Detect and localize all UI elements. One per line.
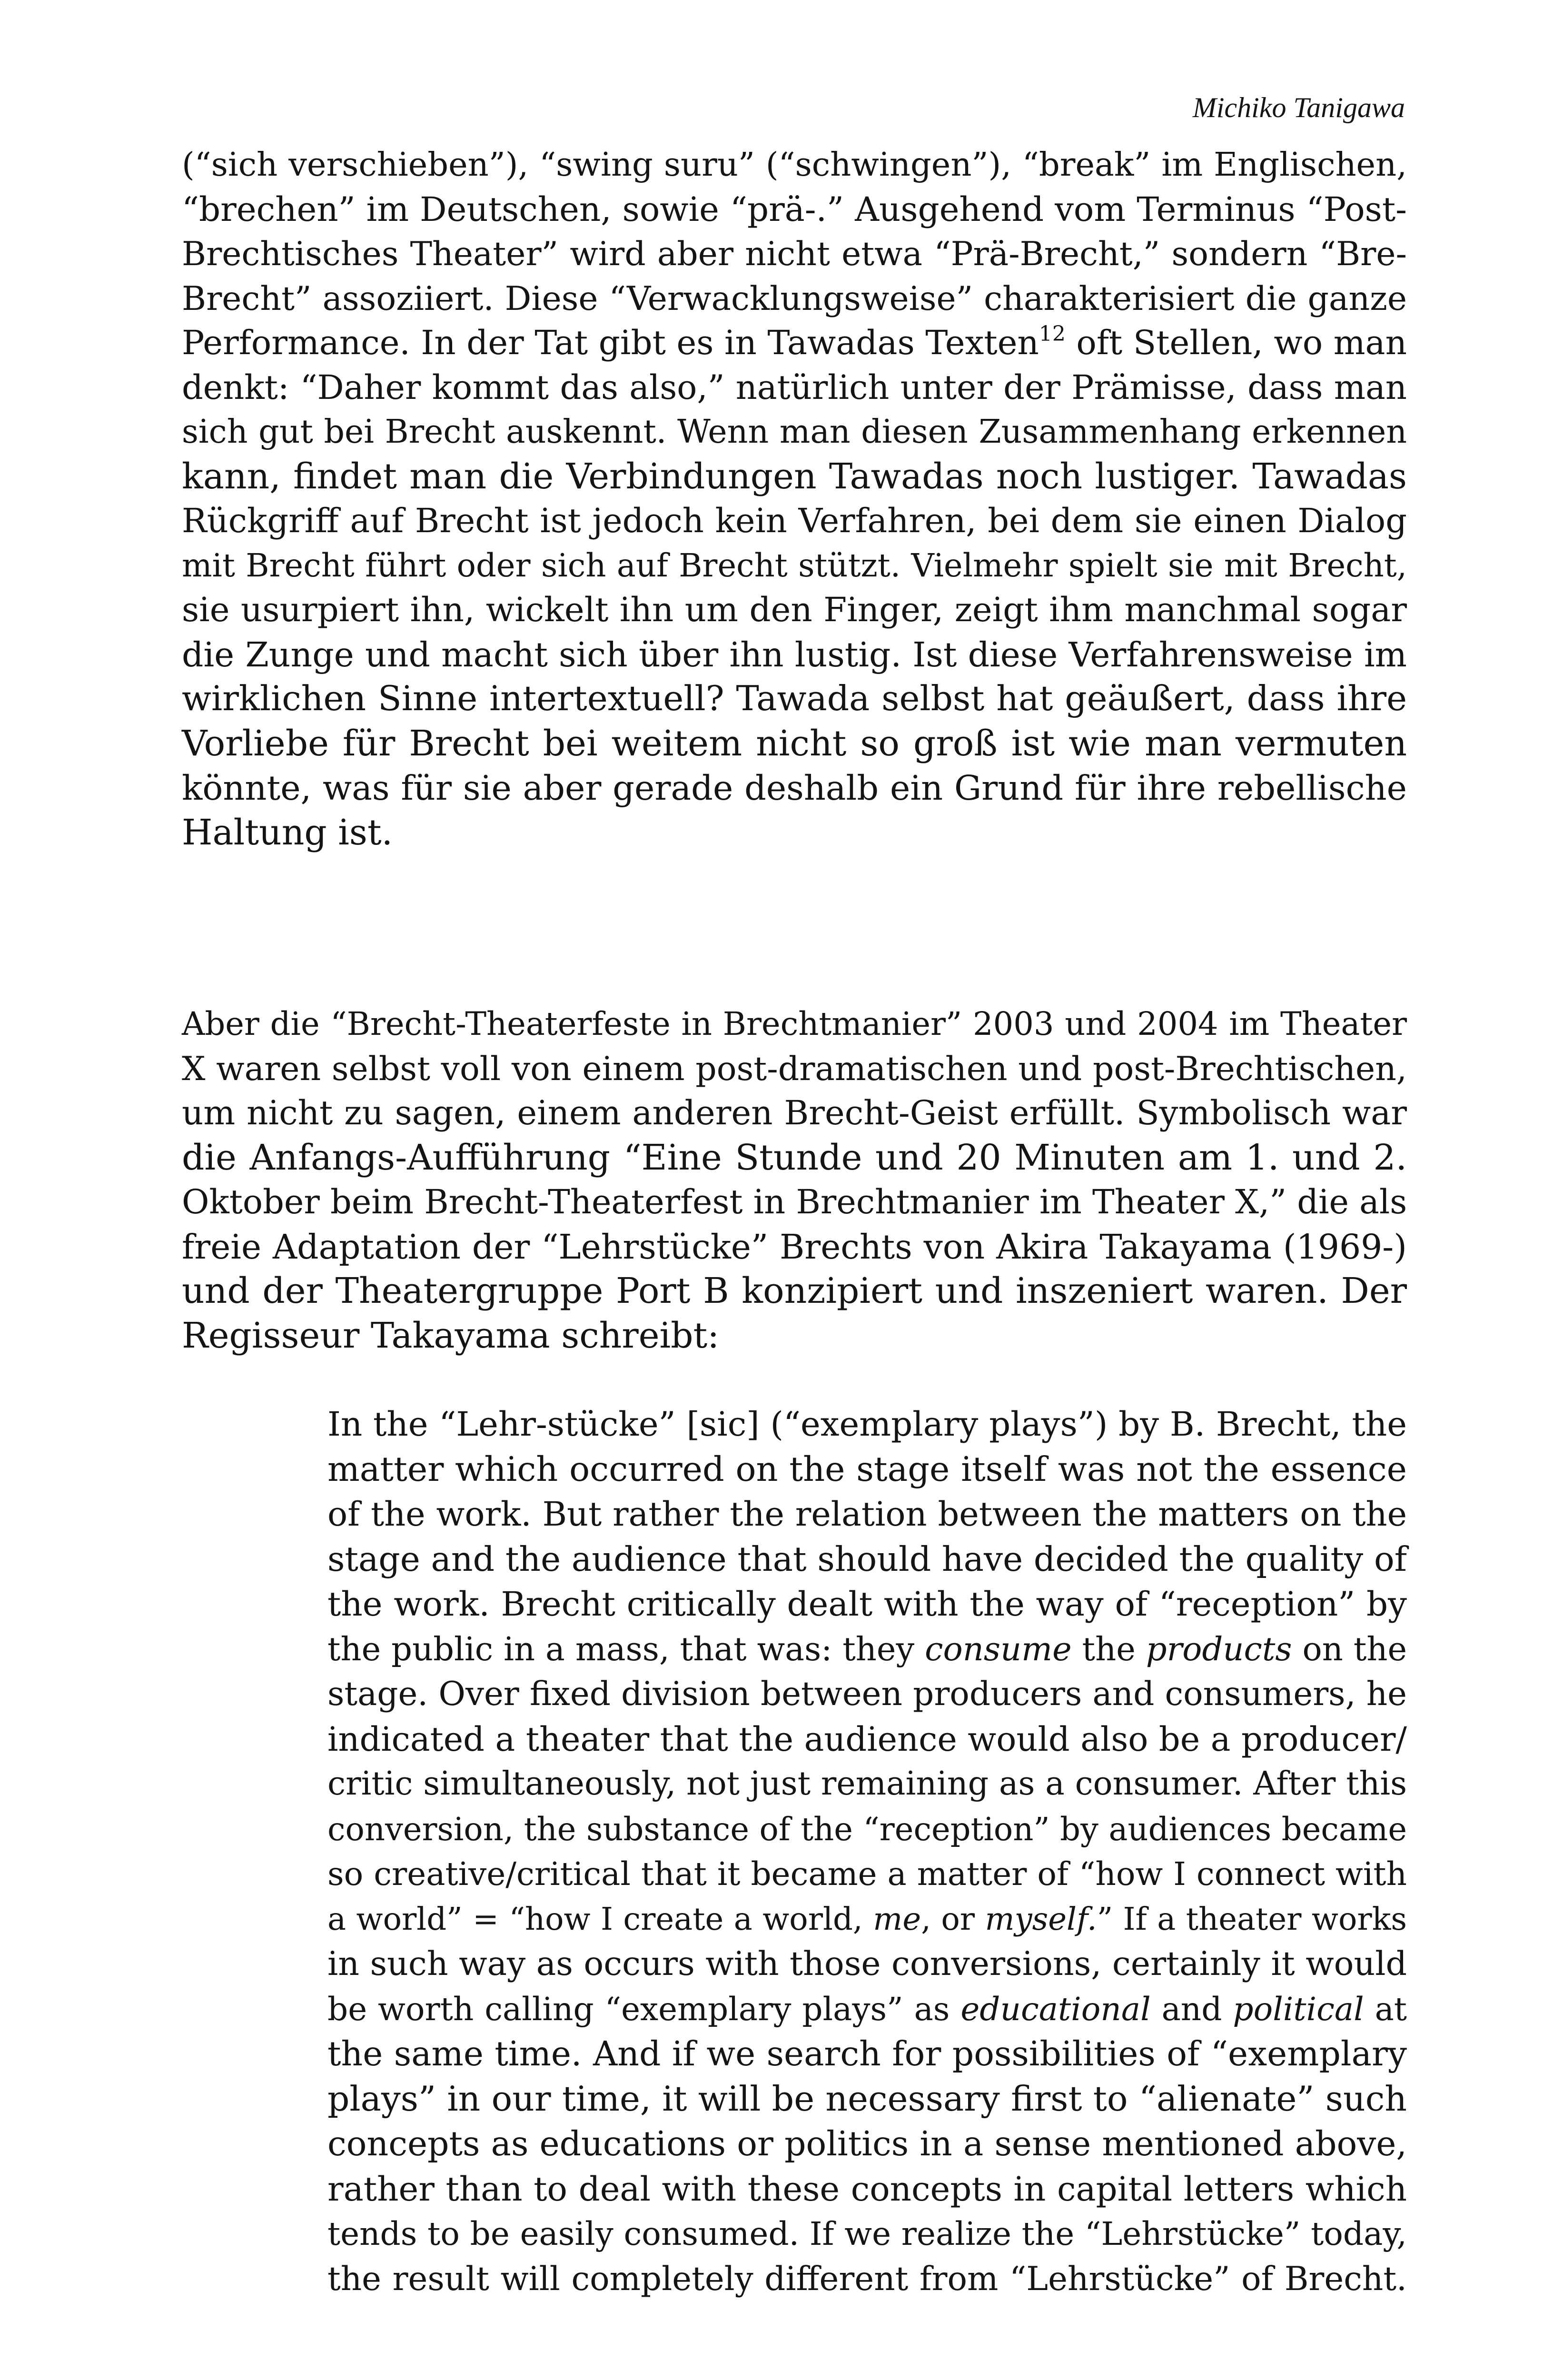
quote-line: critic simultaneously, not just remaining as a consumer. After this [327,1765,1407,1803]
quote-line [327,1987,1407,2032]
text-line: um nicht zu sagen, einem anderen Brecht-Geist erfüllt. Symbolisch war [182,1093,1407,1132]
quote-line: matter which occurred on the stage itself was not the essence [327,1449,1407,1489]
text-line: mit Brecht führt oder sich auf Brecht stützt. Vielmehr spielt sie mit Brecht, [182,546,1407,584]
emphasis: consume [925,1630,1072,1668]
text-line: und der Theatergruppe Port B konzipiert und inszeniert waren. Der [182,1270,1407,1311]
text-line: die Anfangs-Aufführung “Eine Stunde und 20 Minuten am 1. und 2. [182,1137,1407,1178]
quote-line: indicated a theater that the audience would also be a producer/ [327,1719,1407,1759]
text-line: sich gut bei Brecht auskennt. Wenn man diesen Zusammenhang erkennen [182,413,1407,451]
text-line: Haltung ist. [182,812,393,853]
text-segment: the [1071,1630,1146,1668]
emphasis: me [873,1901,921,1937]
quote-line: concepts as educations or politics in a sense mentioned above, [327,2124,1407,2163]
text-segment: , or [921,1901,985,1937]
text-segment: ” If a theater works [1097,1901,1407,1937]
running-head: Michiko Tanigawa [1192,92,1405,123]
text-line: Regisseur Takayama schreibt: [182,1315,720,1356]
text-line: Oktober beim Brecht-Theaterfest in Brechtmanier im Theater X,” die als [182,1182,1407,1221]
text-segment: Performance. In der Tat gibt es in Tawadas Texten [182,323,1039,362]
quote-line [327,1627,1407,1672]
text-line: sie usurpiert ihn, wickelt ihn um den Finger, zeigt ihm manchmal sogar [182,590,1407,629]
paragraph-2 [182,1002,1407,1358]
text-line: Aber die “Brecht-Theaterfeste in Brechtmanier” 2003 und 2004 im Theater [182,1005,1407,1042]
text-segment: oft Stellen, wo man [1065,323,1407,362]
text-segment: be worth calling “exemplary plays” as [327,1990,961,2028]
text-segment: and [1150,1990,1233,2028]
quote-line: conversion, the substance of the “reception” by audiences became [327,1810,1407,1848]
text-line: Vorliebe für Brecht bei weitem nicht so groß ist wie man vermuten [182,723,1407,764]
quote-line: rather than to deal with these concepts in capital letters which [327,2169,1407,2209]
quote-line: of the work. But rather the relation between the matters on the [327,1495,1407,1534]
quote-line: the result will completely different from “Lehrstücke” of Brecht. [327,2260,1407,2298]
text-line: wirklichen Sinne intertextuell? Tawada selbst hat geäußert, dass ihre [182,679,1407,719]
text-line: “brechen” im Deutschen, sowie “prä-.” Ausgehend vom Terminus “Post- [182,189,1407,229]
text-line: Brecht” assoziiert. Diese “Verwacklungsweise” charakterisiert die ganze [182,279,1407,318]
text-line: könnte, was für sie aber gerade deshalb ein Grund für ihre rebellische [182,768,1407,808]
paragraph-1 [182,143,1407,855]
footnote-reference[interactable]: 12 [1039,322,1066,346]
text-segment: on the [1292,1630,1407,1668]
block-quote [327,1402,1407,2301]
text-line: die Zunge und macht sich über ihn lustig. Ist diese Verfahrensweise im [182,635,1407,674]
quote-line: in such way as occurs with those conversions, certainly it would [327,1944,1407,1983]
text-line: X waren selbst voll von einem post-dramatischen und post-Brechtischen, [182,1049,1407,1088]
text-segment: a world” = “how I create a world, [327,1901,873,1937]
text-line: Brechtisches Theater” wird aber nicht etwa “Prä-Brecht,” sondern “Bre- [182,235,1407,273]
text-line: denkt: “Daher kommt das also,” natürlich unter der Prämisse, dass man [182,367,1407,407]
text-segment: at [1364,1990,1407,2028]
quote-line: stage. Over fixed division between producers and consumers, he [327,1675,1407,1713]
emphasis: political [1233,1990,1364,2028]
quote-line: so creative/critical that it became a matter of “how I connect with [327,1855,1407,1893]
text-line: Rückgriff auf Brecht ist jedoch kein Verfahren, bei dem sie einen Dialog [182,501,1407,540]
quote-line: tends to be easily consumed. If we realize the “Lehrstücke” today, [327,2215,1407,2252]
text-line: freie Adaptation der “Lehrstücke” Brechts von Akira Takayama (1969-) [182,1227,1407,1267]
quote-line: In the “Lehr-stücke” [sic] (“exemplary plays”) by B. Brecht, the [327,1405,1407,1444]
text-segment: the public in a mass, that was: they [327,1630,925,1668]
emphasis: products [1146,1630,1292,1668]
quote-line [327,1897,1407,1942]
quote-line: stage and the audience that should have decided the quality of [327,1539,1407,1579]
emphasis: myself. [985,1901,1097,1937]
quote-line: the work. Brecht critically dealt with the way of “reception” by [327,1585,1407,1624]
quote-line: plays” in our time, it will be necessary first to “alienate” such [327,2079,1407,2119]
quote-line: the same time. And if we search for possibilities of “exemplary [327,2034,1407,2073]
emphasis: educational [960,1990,1151,2028]
text-line: (“sich verschieben”), “swing suru” (“schwingen”), “break” im Englischen, [182,146,1407,184]
text-line [182,321,1407,366]
text-line: kann, findet man die Verbindungen Tawadas noch lustiger. Tawadas [182,456,1407,497]
